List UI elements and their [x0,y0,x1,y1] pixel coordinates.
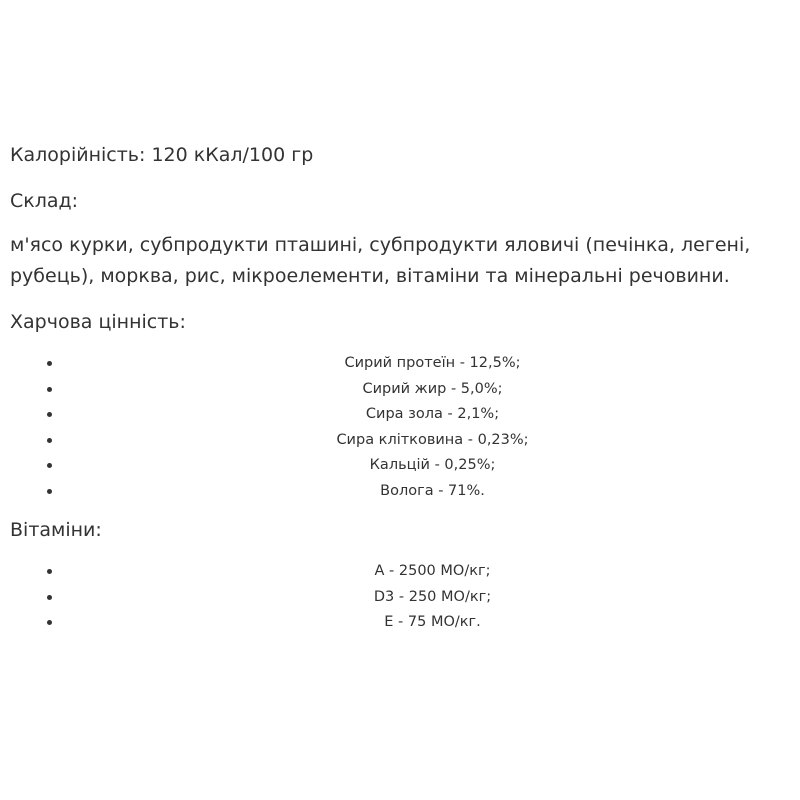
list-item [10,402,795,428]
nutrition-item-calcium: Кальцій - 0,25%; [369,457,496,473]
nutrition-list [10,351,795,504]
list-item [10,453,795,479]
nutrition-heading: Харчова цінність: [10,311,186,333]
list-item [10,377,795,403]
bullet-icon [47,489,52,494]
vitamin-item-e: E - 75 МО/кг. [384,614,481,630]
composition-text: м'ясо курки, субпродукти пташині, субпродукти яловичі (печінка, легені, рубець), морква, рис, мікроелементи, вітаміни та мінеральні речовини. [10,234,751,287]
bullet-icon [47,438,52,443]
composition-heading: Склад: [10,190,79,212]
bullet-icon [47,463,52,468]
vitamin-item-a: A - 2500 МО/кг; [374,563,491,579]
bullet-icon [47,620,52,625]
bullet-icon [47,387,52,392]
bullet-icon [47,361,52,366]
nutrition-item-moisture: Волога - 71%. [380,482,485,499]
vitamin-item-d3: D3 - 250 МО/кг; [373,588,492,605]
list-item [10,559,795,585]
nutrition-item-ash: Сира зола - 2,1%; [365,406,500,422]
calories-text: Калорійність: 120 кКал/100 гр [10,144,314,166]
bullet-icon [47,595,52,600]
list-item [10,610,795,636]
nutrition-item-fiber: Сира клітковина - 0,23%; [336,431,529,448]
vitamins-list [10,559,795,636]
bullet-icon [47,412,52,417]
list-item [10,479,795,505]
nutrition-item-fat: Сирий жир - 5,0%; [362,380,503,397]
nutrition-item-protein: Сирий протеїн - 12,5%; [344,355,521,371]
list-item [10,428,795,454]
vitamins-heading: Вітаміни: [10,519,102,541]
list-item [10,351,795,377]
bullet-icon [47,569,52,574]
list-item [10,585,795,611]
